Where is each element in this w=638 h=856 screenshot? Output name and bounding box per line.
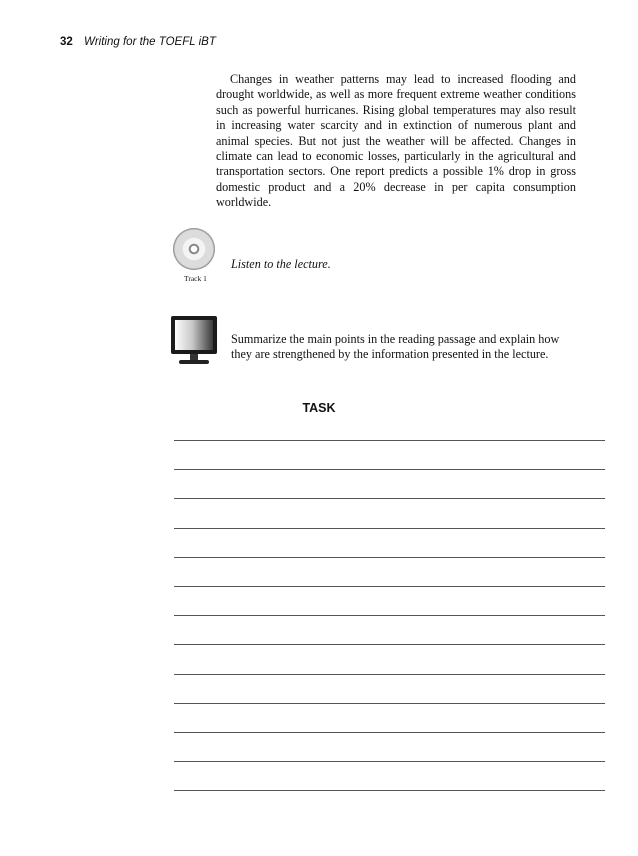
- cd-icon: [173, 228, 215, 270]
- book-title: Writing for the TOEFL iBT: [84, 36, 216, 48]
- page-number: 32: [60, 36, 73, 48]
- answer-line[interactable]: [174, 644, 605, 645]
- reading-passage: Changes in weather patterns may lead to increased flooding and drought worldwide, as well as more frequent extreme weather conditions such as powerful hurricanes. Rising global temperatures may also result in increasing water scarcity and in extinction of numerous plant and animal species. But not just the weather will be affected. Changes in climate can lead to economic losses, particularly in the agricultural and transportation sectors. One report predicts a possible 1% drop in gross domestic product and a 20% decrease in per capita consumption worldwide.: [216, 72, 576, 210]
- task-instruction: Summarize the main points in the reading passage and explain how they are strengthened by the information presented in the lecture.: [231, 332, 560, 362]
- monitor-icon: [171, 316, 217, 370]
- answer-line[interactable]: [174, 586, 605, 587]
- answer-line[interactable]: [174, 440, 605, 441]
- answer-line[interactable]: [174, 615, 605, 616]
- answer-line[interactable]: [174, 703, 605, 704]
- page-header: [60, 36, 216, 48]
- track-label: Track 1: [184, 274, 207, 283]
- answer-line[interactable]: [174, 498, 605, 499]
- answer-line[interactable]: [174, 761, 605, 762]
- answer-line[interactable]: [174, 469, 605, 470]
- listen-instruction: Listen to the lecture.: [231, 257, 331, 271]
- task-heading: TASK: [302, 401, 336, 415]
- answer-line[interactable]: [174, 790, 605, 791]
- answer-line[interactable]: [174, 674, 605, 675]
- answer-line[interactable]: [174, 557, 605, 558]
- answer-line[interactable]: [174, 528, 605, 529]
- answer-line[interactable]: [174, 732, 605, 733]
